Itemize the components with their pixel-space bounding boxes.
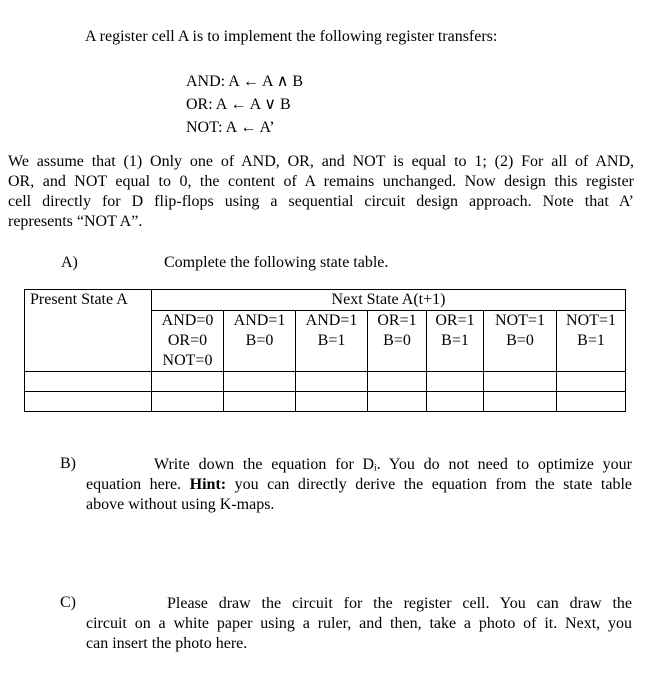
table-cell[interactable]: [25, 372, 152, 392]
table-cell[interactable]: [557, 372, 626, 392]
transfer-and: AND: A ← A ∧ B: [186, 73, 304, 90]
paragraph-line: represents “NOT A”.: [8, 213, 143, 230]
table-cell[interactable]: [152, 372, 224, 392]
column-header: NOT=1 B=0: [484, 311, 557, 372]
paragraph-line: We assume that (1) Only one of AND, OR, and NOT is equal to 1; (2) For all of AND,: [8, 153, 634, 170]
table-cell[interactable]: [557, 392, 626, 412]
part-a-text: Complete the following state table.: [164, 254, 389, 271]
part-b-text: Write down the equation for Dᵢ. You do not need to optimize your equation here. Hint: you can directly derive the equation from the state table above without using K-maps.: [86, 456, 633, 513]
table-cell[interactable]: [368, 392, 427, 412]
column-header: AND=1 B=0: [224, 311, 296, 372]
table-row: [25, 372, 626, 392]
transfer-or: OR: A ← A ∨ B: [186, 96, 291, 113]
assumption-paragraph: [8, 152, 634, 232]
column-header: AND=1 B=1: [296, 311, 368, 372]
table-row: [25, 392, 626, 412]
present-state-header: Present State A: [25, 290, 152, 372]
table-cell[interactable]: [296, 372, 368, 392]
column-header: OR=1 B=0: [368, 311, 427, 372]
table-cell[interactable]: [427, 392, 484, 412]
table-cell[interactable]: [296, 392, 368, 412]
paragraph-line: cell directly for D flip-flops using a sequential circuit design approach. Note that A’: [8, 193, 634, 210]
part-a-label: A): [61, 254, 78, 271]
table-cell[interactable]: [484, 392, 557, 412]
table-cell[interactable]: [224, 372, 296, 392]
table-cell[interactable]: [152, 392, 224, 412]
column-header: AND=0 OR=0 NOT=0: [152, 311, 224, 372]
table-cell[interactable]: [427, 372, 484, 392]
paragraph-line: OR, and NOT equal to 0, the content of A remains unchanged. Now design this register: [8, 173, 634, 190]
table-cell[interactable]: [25, 392, 152, 412]
part-b-label: B): [60, 455, 76, 472]
transfer-not: NOT: A ← A’: [186, 119, 275, 136]
next-state-header: Next State A(t+1): [152, 290, 626, 311]
state-table: [24, 289, 626, 412]
table-cell[interactable]: [224, 392, 296, 412]
table-cell[interactable]: [368, 372, 427, 392]
part-c-label: C): [60, 594, 76, 611]
table-cell[interactable]: [484, 372, 557, 392]
register-transfers: [186, 70, 303, 139]
column-header: NOT=1 B=1: [557, 311, 626, 372]
part-c-text: Please draw the circuit for the register cell. You can draw the circuit on a white paper using a ruler, and then, take a photo of it. Next, you can insert the photo here.: [86, 595, 632, 652]
intro-text: A register cell A is to implement the following register transfers:: [85, 28, 498, 45]
column-header: OR=1 B=1: [427, 311, 484, 372]
